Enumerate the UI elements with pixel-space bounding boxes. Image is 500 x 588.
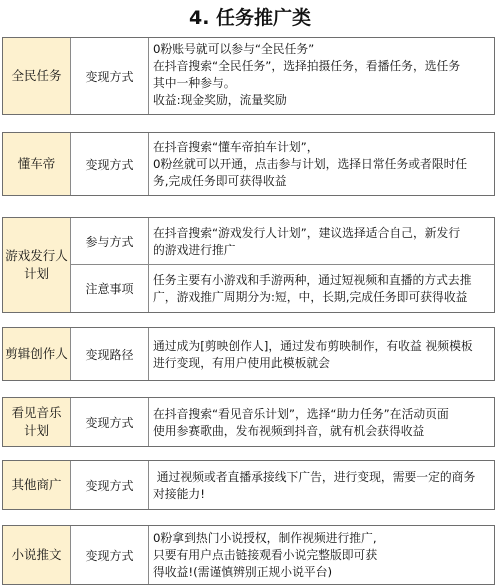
description-line: 其中一种参与。 [153,76,236,90]
description-cell [149,218,494,265]
sub-label-participation: 参与方式 [71,218,148,265]
row-game-publisher-plan [2,217,495,313]
method-cell: 变现方式 [71,461,149,509]
sub-description-column [149,218,494,312]
category-cell: 懂车帝 [3,133,71,195]
row-editing-creator [2,327,495,381]
row-dongchedi [2,132,495,196]
description-line: 0粉账号就可以参与“全民任务” [153,42,315,56]
description-cell [149,265,494,312]
row-other-business-ads [2,460,495,510]
description-line: 广，游戏推广周期分为:短，中，长期,完成任务即可获得收益 [153,290,468,304]
row-see-music-plan [2,397,495,447]
category-cell: 全民任务 [3,38,71,114]
category-line: 游戏发行人 [5,248,68,263]
description-cell [149,133,494,195]
description-line: 通过成为[剪映创作人]，通过发布剪映制作，有收益 视频模板 [153,338,473,353]
category-cell: 剪辑创作人 [3,328,71,380]
description-line: 的游戏进行推广 [153,242,236,257]
description-line: 只要有用户点击链接观看小说完整版即可获 [153,548,378,562]
description-line: 使用参赛歌曲，发布视频到抖音，就有机会获得收益 [153,423,425,438]
description-cell [149,38,494,114]
method-cell: 变现方式 [71,38,149,114]
description-line: 通过视频或者直播承接线下广告，进行变现，需要一定的商务 [153,469,476,484]
category-line: 计划 [23,266,49,281]
method-cell: 变现方式 [71,526,149,584]
category-cell: 小说推文 [3,526,71,584]
description-line: 收益:现金奖励，流量奖励 [153,93,287,107]
row-novel-promotion [2,525,495,585]
description-cell [149,461,494,509]
description-line: 0粉丝就可以开通，点击参与计划，选择日常任务或者限时任 [153,157,468,171]
description-line: 0粉拿到热门小说授权，制作视频进行推广, [153,531,377,545]
category-cell [3,218,71,312]
description-line: 对接能力! [153,486,205,501]
description-line: 在抖音搜索“看见音乐计划”，选择“助力任务”在活动页面 [153,406,449,421]
description-line: 得收益!(需谨慎辨别正规小说平台) [153,565,333,579]
description-cell [149,328,494,380]
page-title: 4. 任务推广类 [188,7,312,29]
category-line: 看见音乐 [11,405,62,420]
description-line: 在抖音搜索“全民任务”，选择拍摄任务，看播任务，选任务 [153,59,461,73]
description-line: 任务主要有小游戏和手游两种，通过短视频和直播的方式去推 [153,273,472,287]
category-line: 计划 [23,423,49,438]
description-line: 在抖音搜索“懂车帝拍车计划”， [153,140,319,154]
method-cell: 变现路径 [71,328,149,380]
description-line: 进行变现，有用户使用此模板就会 [153,355,330,370]
sub-label-notes: 注意事项 [85,282,134,296]
description-line: 务,完成任务即可获得收益 [153,174,287,188]
description-line: 在抖音搜索“游戏发行人计划”，建议选择适合自己，新发行 [153,225,461,240]
category-cell: 其他商广 [3,461,71,509]
sub-label-column [71,218,149,312]
description-cell [149,526,494,584]
category-cell [3,398,71,446]
method-cell: 变现方式 [71,133,149,195]
description-cell [149,398,494,446]
method-cell: 变现方式 [71,398,149,446]
row-quanmin-task [2,37,495,115]
